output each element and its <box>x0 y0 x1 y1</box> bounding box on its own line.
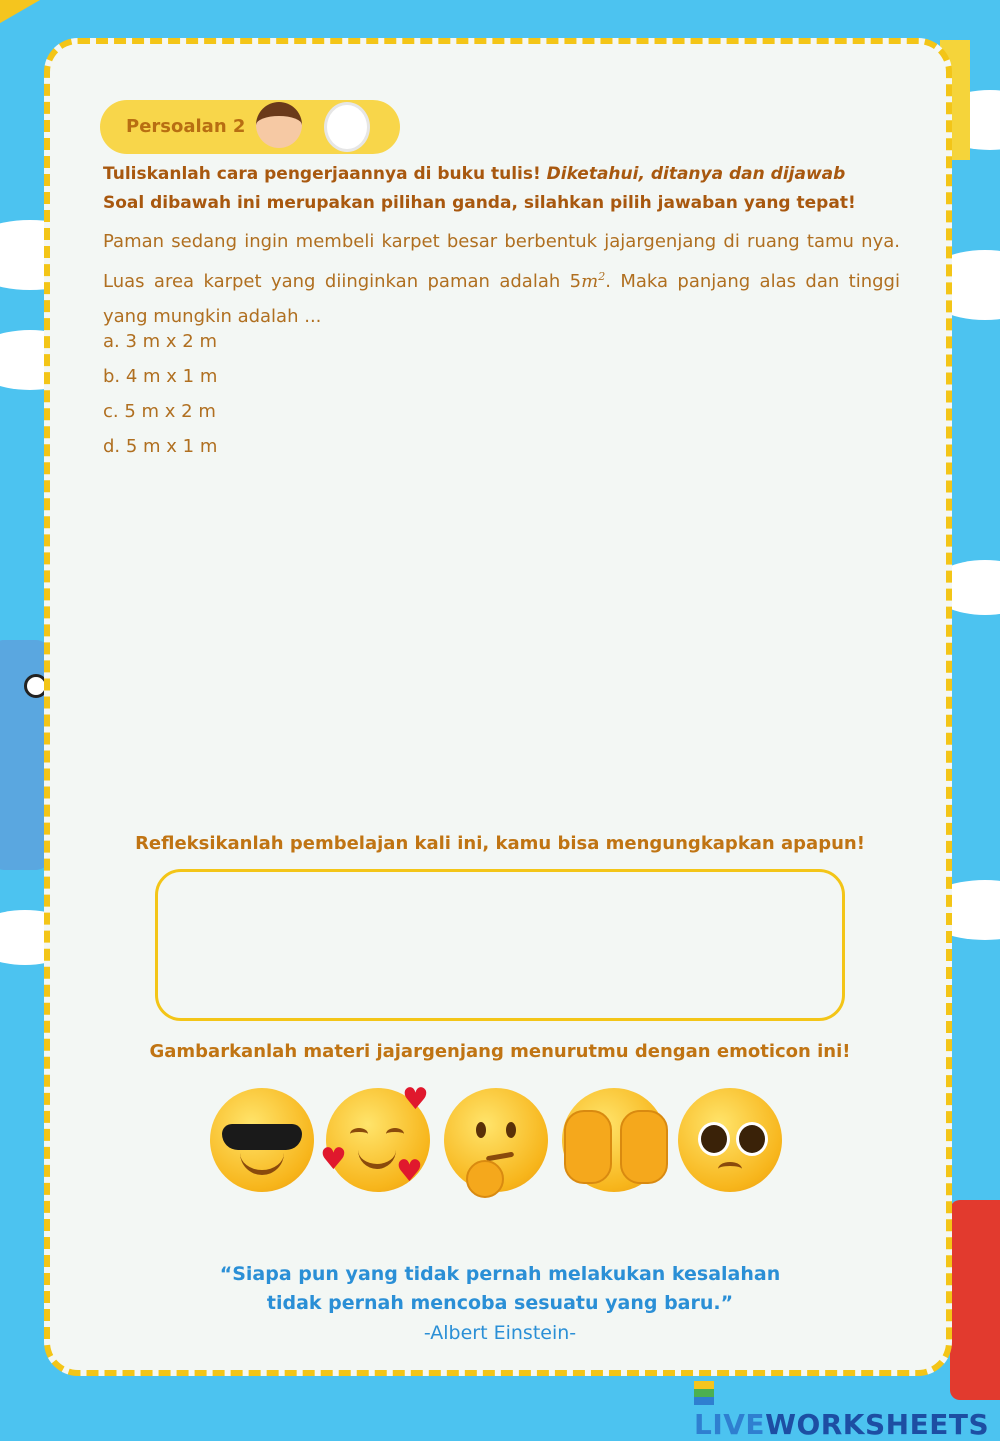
eye-right <box>736 1122 768 1156</box>
smiling-hearts-emoji-icon[interactable] <box>320 1082 430 1192</box>
boy-student-illustration <box>256 102 302 148</box>
area-unit-base: m <box>581 271 599 292</box>
hand-left <box>564 1110 612 1184</box>
question-text-before: Paman sedang ingin membeli karpet besar berbentuk jajargenjang di ruang tamu nya. Luas area karpet yang diinginkan paman adalah 5 <box>103 231 900 292</box>
sunglasses <box>222 1124 302 1150</box>
area-unit-exponent: 2 <box>598 270 606 283</box>
toy-block-decoration <box>950 1200 1000 1400</box>
pleading-face-emoji-icon[interactable] <box>678 1088 782 1192</box>
hands-over-face-emoji-icon[interactable] <box>562 1088 666 1192</box>
thinking-emoji-icon[interactable] <box>444 1088 548 1192</box>
mouth <box>718 1162 742 1176</box>
hand-right <box>620 1110 668 1184</box>
instruction-line-1 <box>103 164 903 184</box>
liveworksheets-badge-icon <box>694 1381 714 1405</box>
cool-sunglasses-emoji-icon[interactable] <box>210 1088 314 1192</box>
logo-live: LIVE <box>694 1408 766 1441</box>
area-unit <box>581 271 605 292</box>
ruler-decoration <box>0 0 99 26</box>
eye-right <box>506 1122 516 1138</box>
option-a[interactable]: a. 3 m x 2 m <box>103 331 217 352</box>
option-c[interactable]: c. 5 m x 2 m <box>103 401 216 422</box>
instruction-italic: Diketahui, ditanya dan dijawab <box>546 164 846 184</box>
eye-left <box>476 1122 486 1138</box>
smile <box>240 1150 284 1175</box>
logo-worksheets: WORKSHEETS <box>765 1408 990 1441</box>
reflection-heading: Refleksikanlah pembelajan kali ini, kamu bisa mengungkapkan apapun! <box>135 833 865 854</box>
emoticon-heading: Gambarkanlah materi jajargenjang menurutmu dengan emoticon ini! <box>149 1041 851 1062</box>
girl-student-illustration <box>324 102 370 152</box>
reflection-input[interactable] <box>155 869 845 1021</box>
quote-line-1: “Siapa pun yang tidak pernah melakukan kesalahan <box>219 1263 781 1285</box>
option-b[interactable]: b. 4 m x 1 m <box>103 366 218 387</box>
robot-decoration <box>0 640 50 870</box>
instruction-line-2: Soal dibawah ini merupakan pilihan ganda, silahkan pilih jawaban yang tepat! <box>103 193 856 213</box>
liveworksheets-logo <box>694 1375 1000 1441</box>
closed-eye-right <box>386 1128 404 1140</box>
eye-left <box>698 1122 730 1156</box>
closed-eye-left <box>350 1128 368 1140</box>
quote-line-2: tidak pernah mencoba sesuatu yang baru.” <box>266 1292 734 1314</box>
question-text <box>103 224 900 334</box>
quote-author: -Albert Einstein- <box>423 1322 577 1344</box>
heart-icon: ♥ <box>396 1154 423 1189</box>
option-d[interactable]: d. 5 m x 1 m <box>103 436 218 457</box>
heart-icon: ♥ <box>402 1082 429 1117</box>
heart-icon: ♥ <box>320 1142 347 1177</box>
smile <box>358 1148 396 1169</box>
hand <box>466 1160 504 1198</box>
instruction-plain: Tuliskanlah cara pengerjaannya di buku tulis! <box>103 164 547 184</box>
problem-badge-label: Persoalan 2 <box>126 116 246 137</box>
question-text-after: . Maka panjang alas dan tinggi yang mungkin adalah ... <box>103 271 900 327</box>
